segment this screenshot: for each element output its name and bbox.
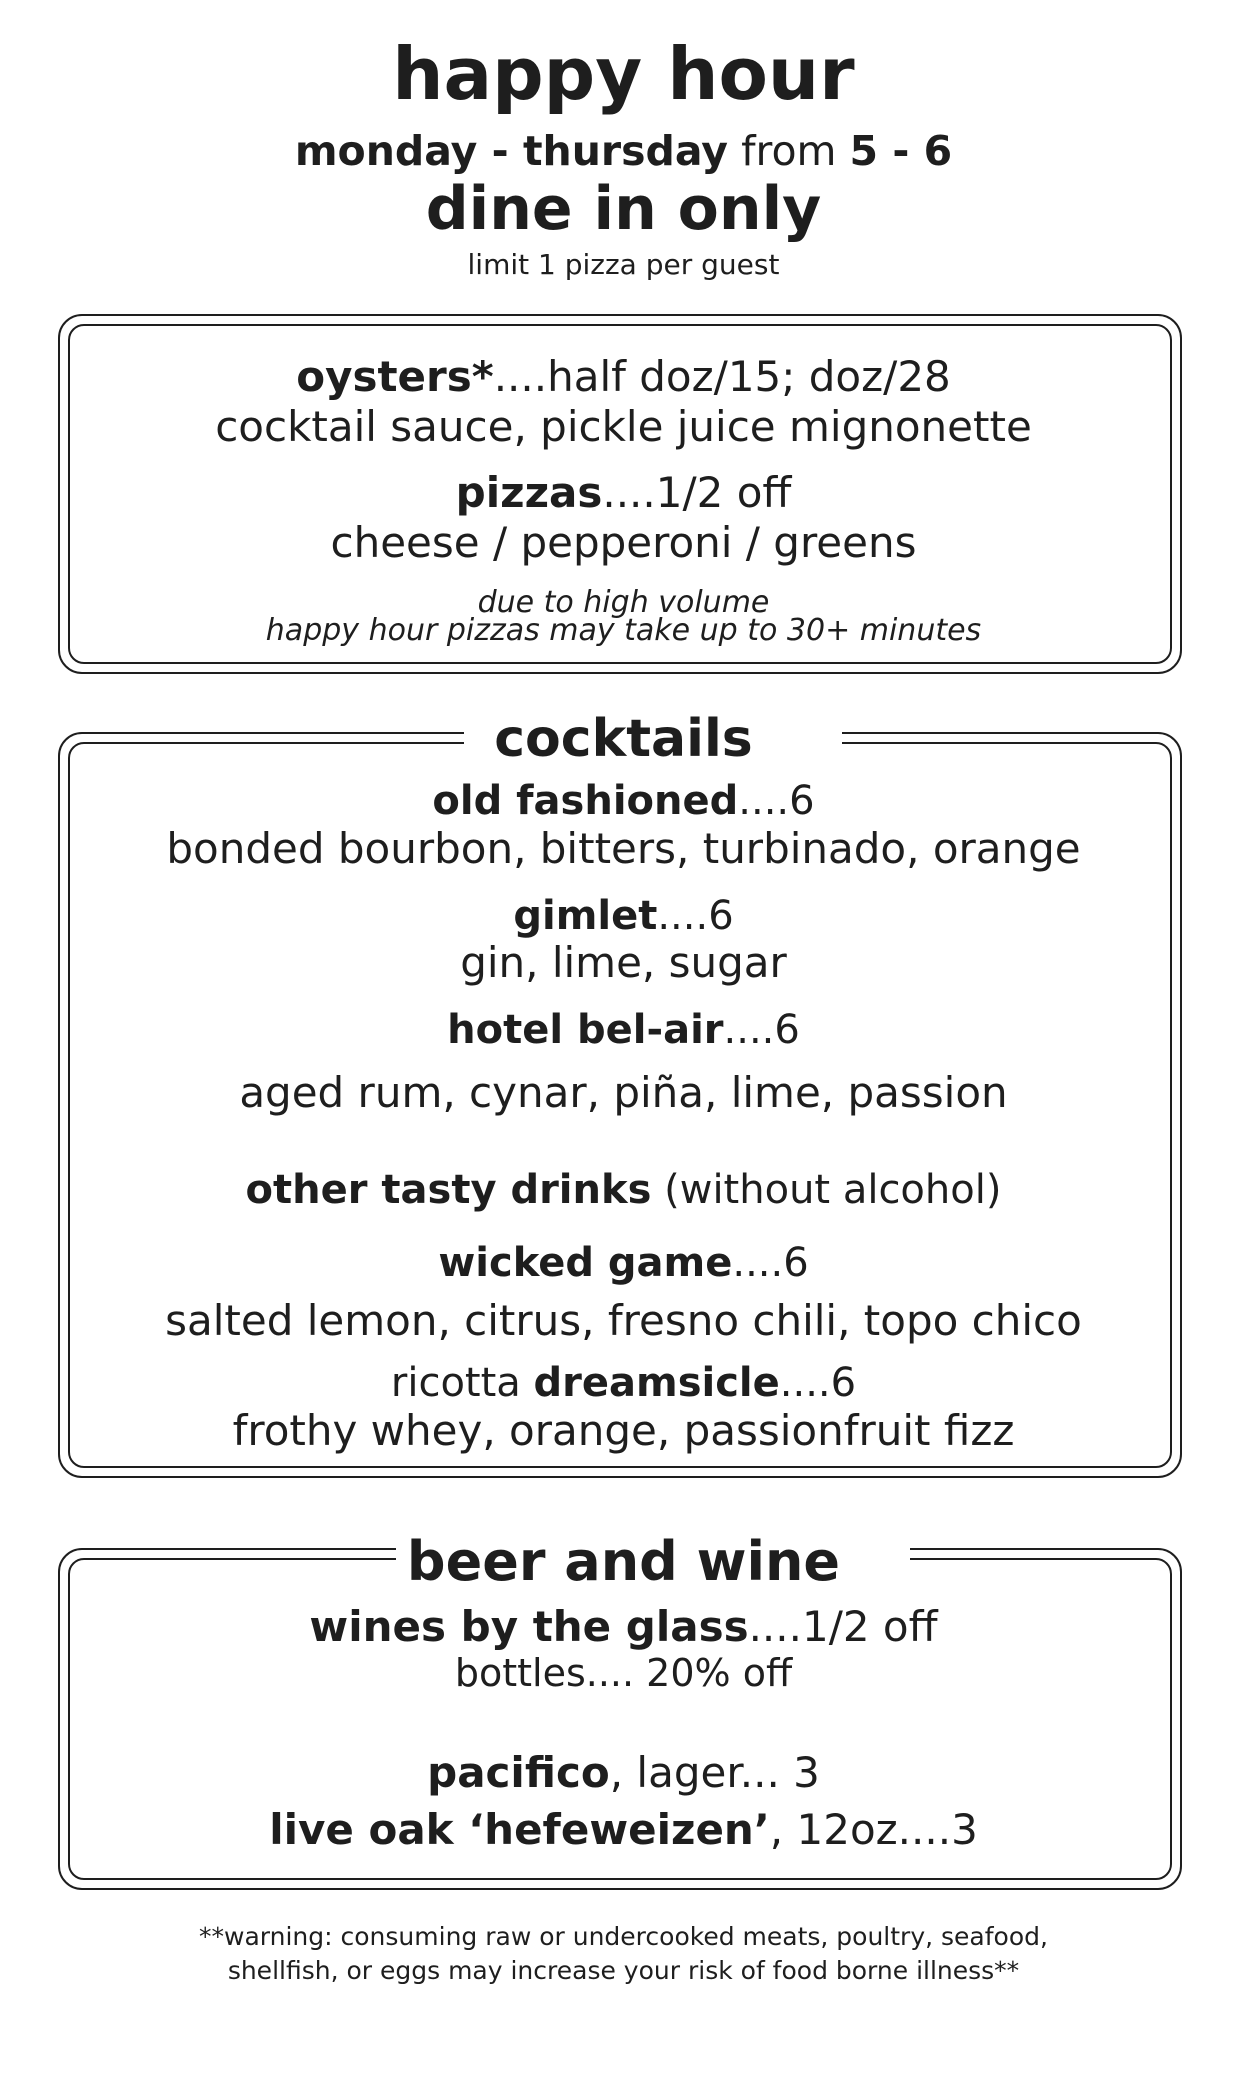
- hours-line: [0, 126, 1247, 176]
- cocktail-item-name: [0, 776, 1247, 826]
- beer-name: pacifico: [427, 1748, 610, 1797]
- cocktail-item-name: [0, 891, 1247, 941]
- item-name: gimlet: [513, 893, 658, 939]
- item-price: ....6: [779, 1360, 857, 1406]
- pizza-note-2: happy hour pizzas may take up to 30+ minutes: [265, 613, 982, 648]
- bottles-line: bottles.... 20% off: [454, 1651, 793, 1695]
- na-note: (without alcohol): [664, 1167, 1002, 1213]
- warning-line-2: shellfish, or eggs may increase your risk of food borne illness**: [227, 1956, 1020, 1985]
- item-name: dreamsicle: [533, 1360, 780, 1406]
- item-name: hotel bel-air: [447, 1007, 724, 1053]
- pizzas-line: [0, 468, 1247, 518]
- wines-line: [0, 1602, 1247, 1652]
- na-drinks-heading: [0, 1165, 1247, 1215]
- na-item-name: [0, 1358, 1247, 1408]
- time-text: 5 - 6: [849, 127, 953, 175]
- cocktail-item-desc: bonded bourbon, bitters, turbinado, orange: [166, 824, 1081, 873]
- oysters-name: oysters*: [296, 352, 494, 401]
- warning-line-1: **warning: consuming raw or undercooked meats, poultry, seafood,: [199, 1922, 1048, 1951]
- cocktail-item-desc: aged rum, cynar, piña, lime, passion: [239, 1068, 1008, 1117]
- item-price: ....6: [732, 1240, 809, 1286]
- beer-rest: , lager... 3: [609, 1748, 820, 1797]
- oysters-line: [0, 352, 1247, 402]
- item-prefix: ricotta: [390, 1360, 521, 1406]
- limit-text: limit 1 pizza per guest: [467, 248, 780, 281]
- na-item-desc: salted lemon, citrus, fresno chili, topo chico: [165, 1296, 1082, 1345]
- pizzas-name: pizzas: [455, 468, 603, 517]
- cocktail-item-desc: gin, lime, sugar: [460, 938, 787, 987]
- oysters-desc: cocktail sauce, pickle juice mignonette: [215, 402, 1032, 451]
- pizza-note-1: due to high volume: [477, 585, 770, 620]
- item-price: ....6: [657, 893, 734, 939]
- cocktail-item-name: [0, 1005, 1247, 1055]
- days-text: monday - thursday: [294, 127, 729, 175]
- dine-in-text: dine in only: [425, 174, 822, 244]
- page-title: happy hour: [392, 32, 855, 116]
- na-heading-text: other tasty drinks: [245, 1167, 652, 1213]
- beer-item: [0, 1805, 1247, 1855]
- beer-rest: , 12oz....3: [769, 1805, 978, 1854]
- wines-price: ....1/2 off: [748, 1602, 938, 1651]
- beer-wine-heading: beer and wine: [406, 1530, 841, 1593]
- na-item-name: [0, 1238, 1247, 1288]
- beer-item: [0, 1748, 1247, 1798]
- pizzas-desc: cheese / pepperoni / greens: [330, 518, 917, 567]
- beer-name: live oak ‘hefeweizen’: [269, 1805, 770, 1854]
- cocktails-heading: cocktails: [494, 709, 753, 769]
- oysters-price: ....half doz/15; doz/28: [493, 352, 951, 401]
- item-price: ....6: [738, 778, 815, 824]
- wines-name: wines by the glass: [309, 1602, 749, 1651]
- item-name: old fashioned: [432, 778, 739, 824]
- pizzas-price: ....1/2 off: [602, 468, 792, 517]
- item-price: ....6: [723, 1007, 800, 1053]
- na-item-desc: frothy whey, orange, passionfruit fizz: [232, 1406, 1015, 1455]
- item-name: wicked game: [438, 1240, 733, 1286]
- from-text: from: [741, 127, 837, 175]
